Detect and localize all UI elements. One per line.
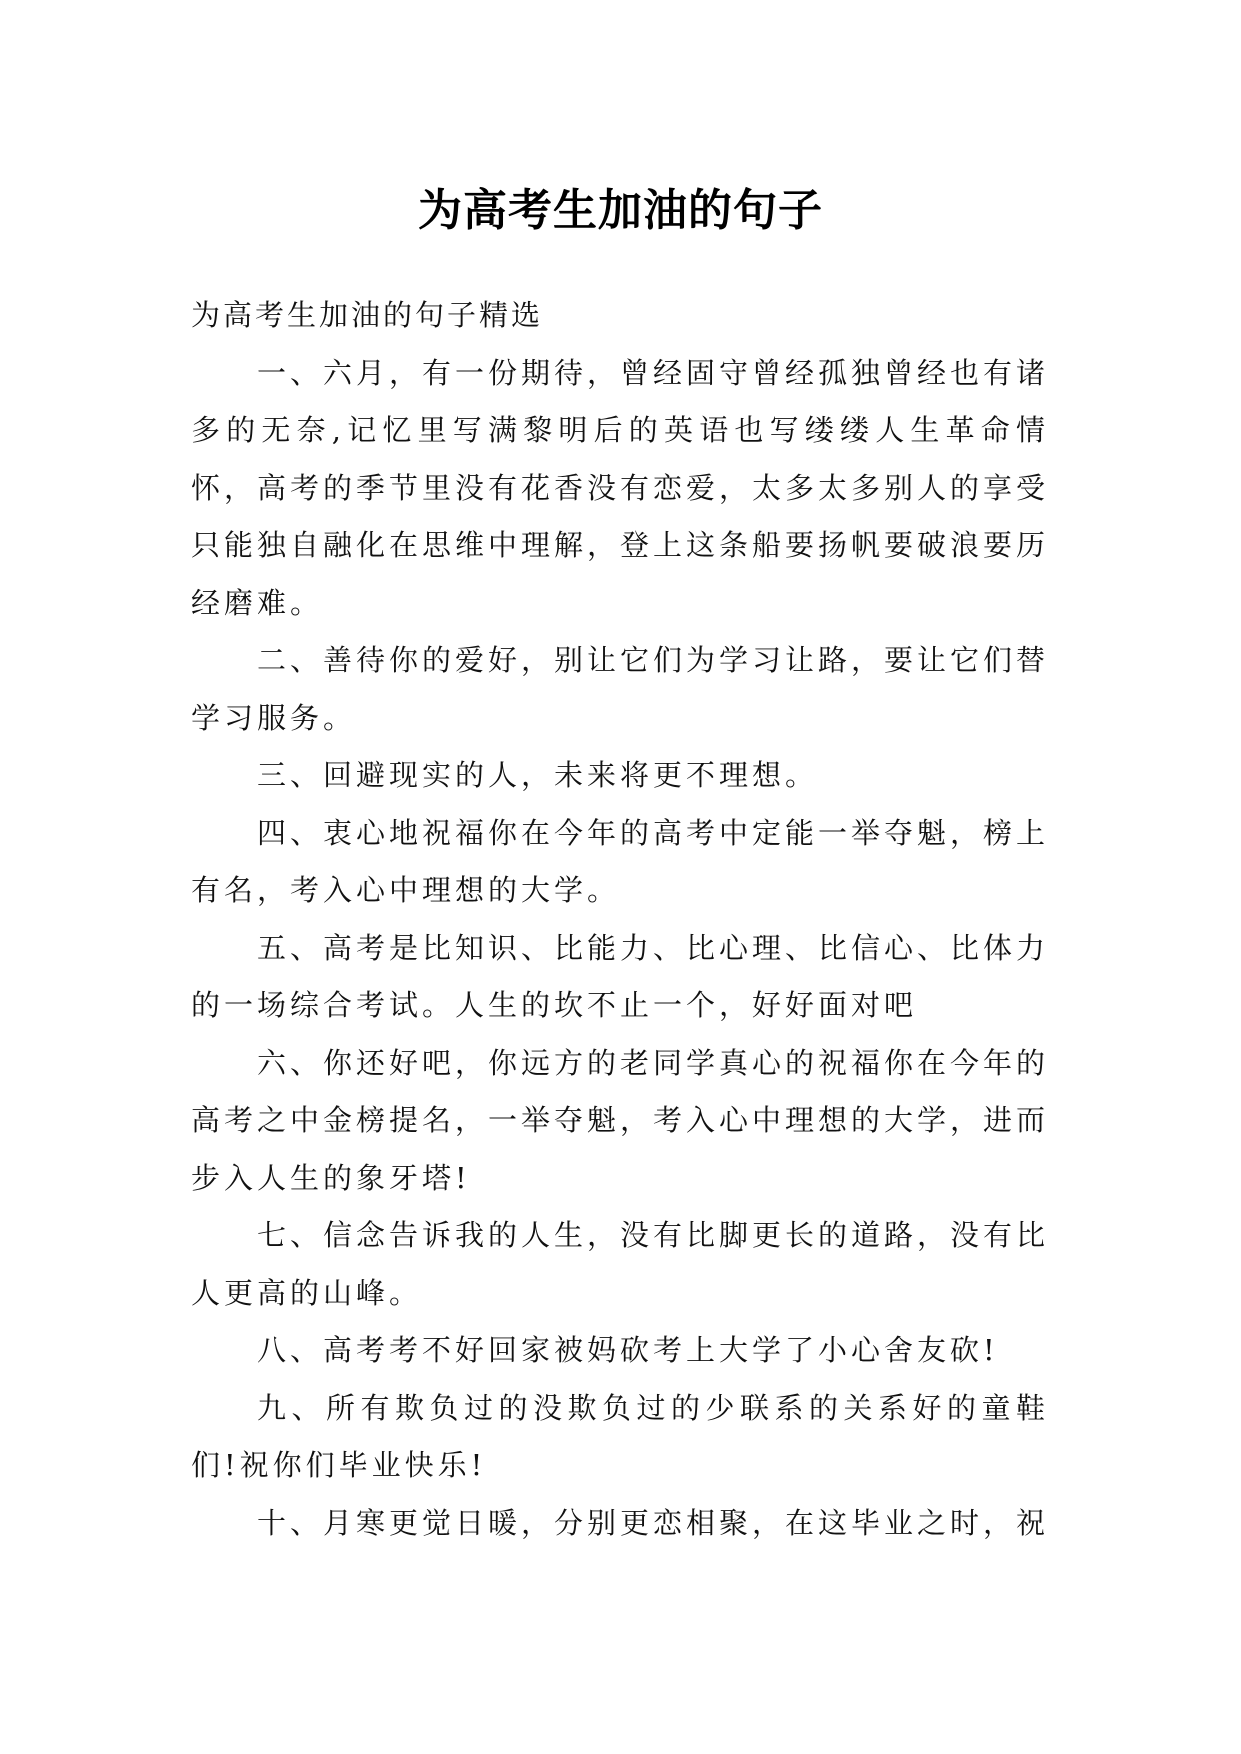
paragraph-7: 七、信念告诉我的人生，没有比脚更长的道路，没有比人更高的山峰。	[191, 1218, 1050, 1310]
paragraph-3: 三、回避现实的人，未来将更不理想。	[257, 758, 819, 792]
paragraph-2: 二、善待你的爱好，别让它们为学习让路，要让它们替学习服务。	[191, 643, 1050, 735]
document-body	[191, 287, 1049, 1552]
paragraph-10: 十、月寒更觉日暖，分别更恋相聚，在这毕业之时，祝	[257, 1505, 1050, 1540]
paragraph-1: 一、六月，有一份期待，曾经固守曾经孤独曾经也有诸多的无奈,记忆里写满黎明后的英语也写缕缕人生革命情怀，高考的季节里没有花香没有恋爱，太多太多别人的享受只能独自融化在思维中理解，登上这条船要扬帆要破浪要历经磨难。	[191, 355, 1050, 620]
paragraph-8: 八、高考考不好回家被妈砍考上大学了小心舍友砍!	[257, 1333, 999, 1367]
paragraph-6: 六、你还好吧，你远方的老同学真心的祝福你在今年的高考之中金榜提名，一举夺魁，考入心中理想的大学，进而步入人生的象牙塔!	[191, 1045, 1050, 1195]
section-subtitle: 为高考生加油的句子精选	[191, 298, 544, 332]
paragraph-9: 九、所有欺负过的没欺负过的少联系的关系好的童鞋们!祝你们毕业快乐!	[191, 1390, 1049, 1482]
document-title: 为高考生加油的句子	[418, 185, 823, 237]
paragraph-4: 四、衷心地祝福你在今年的高考中定能一举夺魁，榜上有名，考入心中理想的大学。	[191, 815, 1050, 907]
paragraph-5: 五、高考是比知识、比能力、比心理、比信心、比体力的一场综合考试。人生的坎不止一个，好好面对吧	[191, 930, 1050, 1022]
